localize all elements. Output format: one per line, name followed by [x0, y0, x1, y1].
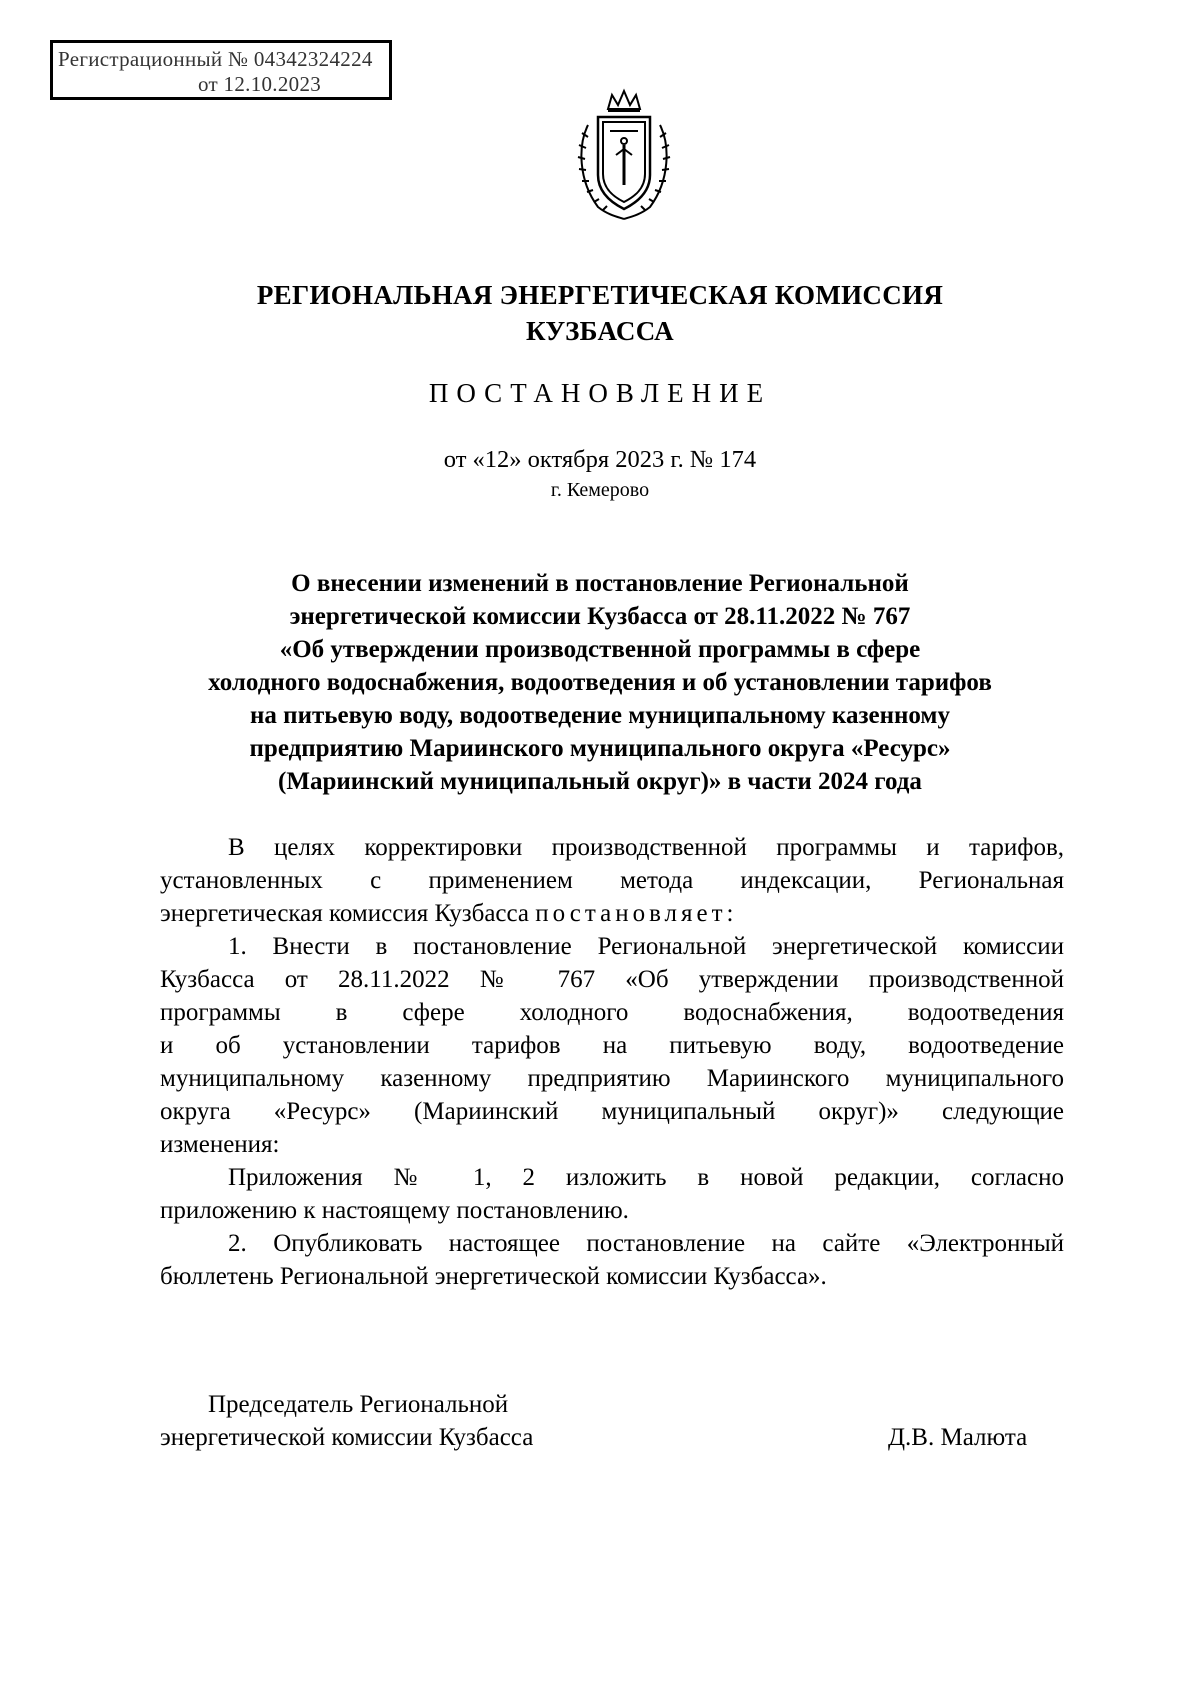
- body-line: изменения:: [160, 1131, 280, 1158]
- signatory-name: Д.В. Малюта: [888, 1424, 1028, 1451]
- organization-name-line2: КУЗБАССА: [526, 316, 674, 346]
- title-line: энергетической комиссии Кузбасса от 28.11.2022 № 767: [289, 603, 911, 630]
- body-line: программы в сфере холодного водоснабжения, водоотведения: [160, 999, 1064, 1026]
- registration-date: от 12.10.2023: [198, 72, 322, 96]
- body-line: установленных с применением метода индексации, Региональная: [160, 867, 1064, 894]
- registration-stamp: [50, 40, 392, 100]
- body-line: В целях корректировки производственной программы и тарифов,: [228, 834, 1064, 861]
- document-body: [160, 831, 1064, 1293]
- coat-of-arms-icon: [568, 85, 680, 225]
- body-line: Приложения № 1, 2 изложить в новой редакции, согласно: [228, 1164, 1064, 1191]
- signatory-position-line1: Председатель Региональной: [208, 1391, 509, 1418]
- signatory-position-line2: энергетической комиссии Кузбасса: [160, 1424, 534, 1451]
- resolves-word: постановляет:: [535, 900, 738, 927]
- title-line: холодного водоснабжения, водоотведения и об установлении тарифов: [208, 669, 992, 696]
- body-line: и об установлении тарифов на питьевую воду, водоотведение: [160, 1032, 1064, 1059]
- title-line: О внесении изменений в постановление Региональной: [291, 570, 909, 597]
- preamble-text: энергетическая комиссия Кузбасса: [160, 900, 536, 927]
- body-line: Кузбасса от 28.11.2022 № 767 «Об утверждении производственной: [160, 966, 1064, 993]
- registration-number: Регистрационный № 04342324224: [58, 47, 373, 71]
- body-line: 1. Внести в постановление Региональной энергетической комиссии: [228, 933, 1064, 960]
- title-line: на питьевую воду, водоотведение муниципальному казенному: [250, 702, 950, 729]
- organization-name-line1: РЕГИОНАЛЬНАЯ ЭНЕРГЕТИЧЕСКАЯ КОМИССИЯ: [256, 280, 944, 310]
- title-line: «Об утверждении производственной программы в сфере: [279, 636, 921, 663]
- document-date-number: от «12» октября 2023 г. № 174: [443, 446, 757, 473]
- title-line: предприятию Мариинского муниципального округа «Ресурс»: [249, 735, 951, 762]
- body-line: округа «Ресурс» (Мариинский муниципальный округ)» следующие: [160, 1098, 1064, 1125]
- document-city: г. Кемерово: [550, 479, 650, 501]
- body-line: муниципальному казенному предприятию Мариинского муниципального: [160, 1065, 1064, 1092]
- body-line: [160, 897, 1064, 930]
- body-line: бюллетень Региональной энергетической комиссии Кузбасса».: [160, 1263, 827, 1290]
- body-line: приложению к настоящему постановлению.: [160, 1197, 629, 1224]
- title-line: (Мариинский муниципальный округ)» в части 2024 года: [278, 768, 922, 795]
- document-type: ПОСТАНОВЛЕНИЕ: [428, 378, 772, 408]
- body-line: 2. Опубликовать настоящее постановление на сайте «Электронный: [228, 1230, 1064, 1257]
